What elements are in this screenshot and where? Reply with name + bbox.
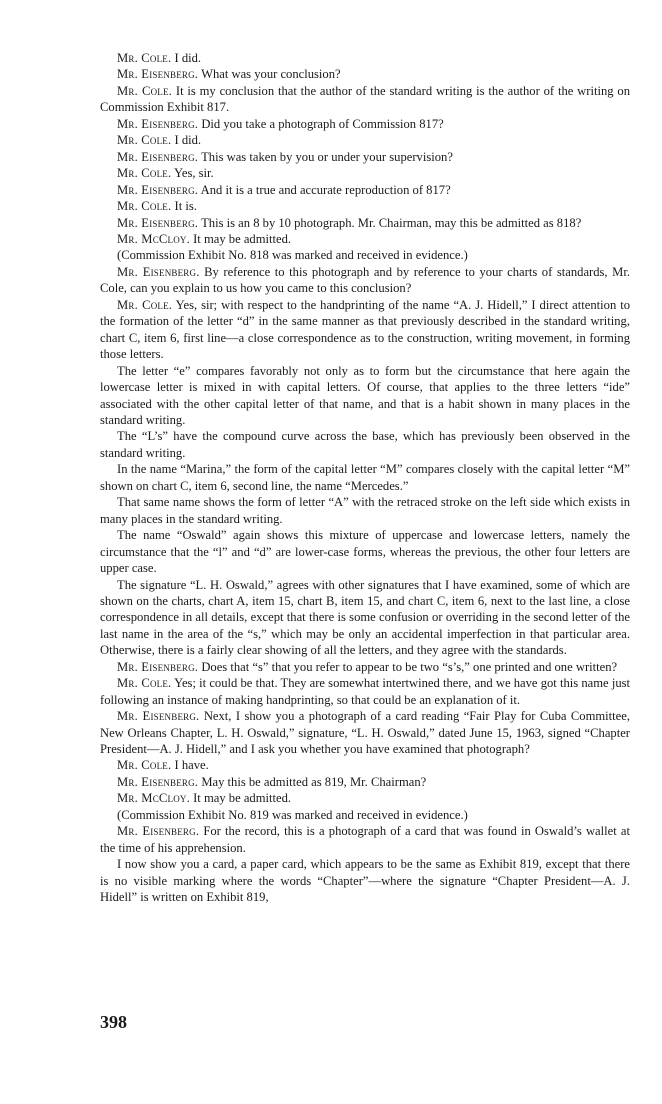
paragraph-text: I did.: [174, 133, 202, 148]
speaker-name: Mr. Eisenberg.: [117, 149, 199, 164]
speaker-name: Mr. Cole.: [117, 133, 172, 148]
paragraph: [100, 66, 630, 82]
paragraph-text: I did.: [174, 51, 202, 65]
page-number: 398: [100, 1012, 127, 1032]
paragraph: [100, 494, 630, 527]
paragraph: [100, 428, 630, 461]
paragraph-text: Next, I show you a photograph of a card reading “Fair Play for Cuba Committee, New Orleans Chapter, L. H. Oswald,” signature, “L. H. Oswald,” dated June 15, 1963, signed “Chapter President—A. J. Hidell,” and I ask you whether you have examined that photograph?: [100, 709, 630, 757]
speaker-name: Mr. Cole.: [117, 297, 173, 312]
speaker-name: Mr. McCloy.: [117, 231, 190, 246]
speaker-name: Mr. Cole.: [117, 758, 172, 773]
paragraph-text: Yes; it could be that. They are somewhat intertwined there, and we have got this name just following an instance of making handprinting, so that could be an explanation of it.: [100, 676, 631, 707]
paragraph-text: In the name “Marina,” the form of the capital letter “M” compares closely with the capital letter “M” shown on chart C, item 6, second line, the name “Mercedes.”: [100, 462, 630, 493]
paragraph-text: I have.: [174, 758, 209, 773]
speaker-name: Mr. Cole.: [117, 51, 172, 65]
speaker-name: Mr. Eisenberg.: [117, 67, 199, 82]
exhibit-note: [100, 247, 630, 263]
paragraph-text: And it is a true and accurate reproduction of 817?: [200, 182, 451, 197]
speaker-name: Mr. Eisenberg.: [117, 264, 200, 279]
paragraph-text: (Commission Exhibit No. 818 was marked and received in evidence.): [117, 248, 468, 263]
paragraph: [100, 165, 630, 181]
speaker-name: Mr. Eisenberg.: [117, 824, 200, 839]
speaker-name: Mr. Cole.: [117, 166, 172, 181]
paragraph-text: What was your conclusion?: [201, 67, 341, 82]
paragraph: [100, 149, 630, 165]
paragraph-text: Yes, sir; with respect to the handprinting of the name “A. J. Hidell,” I direct attention to the formation of the letter “d” in the same manner as that previously described in the standard writing, chart C, item 6, first line—a close correspondence as to the construction, writing movement, in forming those letters.: [100, 297, 630, 362]
speaker-name: Mr. McCloy.: [117, 791, 190, 806]
paragraph-text: The signature “L. H. Oswald,” agrees with other signatures that I have examined, some of which are shown on the charts, chart A, item 15, chart B, item 15, and chart C, item 6, next to the last line, a close correspondence in all details, except that there is some confusion or overriding in the second letter of the last name in the area of the “s,” which may be only an accidental imperfection in that particular area. Otherwise, there is a fairly clear showing of all the letters, and they agree with the standards.: [100, 577, 630, 658]
paragraph-text: It is my conclusion that the author of the standard writing is the author of the writing on Commission Exhibit 817.: [100, 83, 630, 115]
speaker-name: Mr. Eisenberg.: [117, 659, 199, 674]
speaker-name: Mr. Cole.: [117, 199, 172, 214]
paragraph: [100, 757, 630, 773]
transcript-body: [100, 50, 630, 906]
paragraph: [100, 461, 630, 494]
paragraph: [100, 577, 630, 659]
paragraph-text: This was taken by you or under your supervision?: [201, 149, 453, 164]
paragraph-text: Did you take a photograph of Commission 817?: [201, 116, 444, 131]
paragraph-text: Does that “s” that you refer to appear to be two “s’s,” one printed and one written?: [201, 659, 618, 674]
paragraph-text: The name “Oswald” again shows this mixture of uppercase and lowercase letters, namely the circumstance that the “l” and “d” are lower-case forms, whereas the previous, the other four letters are upper case.: [100, 528, 630, 576]
speaker-name: Mr. Cole.: [117, 83, 173, 98]
paragraph: [100, 774, 630, 790]
speaker-name: Mr. Eisenberg.: [117, 709, 200, 724]
paragraph-text: It may be admitted.: [193, 231, 292, 246]
paragraph: [100, 675, 630, 708]
paragraph: [100, 363, 630, 429]
speaker-name: Mr. Eisenberg.: [117, 182, 199, 197]
speaker-name: Mr. Cole.: [117, 676, 172, 691]
paragraph: [100, 659, 630, 675]
paragraph-text: That same name shows the form of letter “A” with the retraced stroke on the left side which exists in many places in the standard writing.: [100, 495, 630, 526]
paragraph: [100, 83, 630, 116]
paragraph: [100, 50, 630, 66]
paragraph: [100, 856, 630, 905]
paragraph-text: The letter “e” compares favorably not only as to form but the circumstance that here again the lowercase letter is mixed in with capital letters. Of course, that applies to the three letters “ide” associated with the other capital letter of that name, and that is a habit shown in many places in the standard writing.: [100, 363, 630, 427]
speaker-name: Mr. Eisenberg.: [117, 215, 199, 230]
paragraph: [100, 790, 630, 806]
paragraph-text: (Commission Exhibit No. 819 was marked and received in evidence.): [117, 807, 468, 822]
paragraph-text: For the record, this is a photograph of a card that was found in Oswald’s wallet at the time of his apprehension.: [100, 824, 630, 855]
paragraph: [100, 132, 630, 148]
paragraph: [100, 823, 630, 856]
paragraph: [100, 116, 630, 132]
paragraph: [100, 182, 630, 198]
paragraph-text: It is.: [174, 199, 197, 214]
paragraph: [100, 231, 630, 247]
paragraph: [100, 215, 630, 231]
paragraph: [100, 708, 630, 757]
paragraph-text: Yes, sir.: [174, 166, 214, 181]
paragraph-text: May this be admitted as 819, Mr. Chairman?: [201, 774, 427, 789]
paragraph-text: I now show you a card, a paper card, which appears to be the same as Exhibit 819, except that there is no visible marking where the words “Chapter”—where the signature “Chapter President—A. J. Hidell” is written on Exhibit 819,: [100, 857, 630, 905]
speaker-name: Mr. Eisenberg.: [117, 774, 199, 789]
exhibit-note: [100, 807, 630, 823]
speaker-name: Mr. Eisenberg.: [117, 116, 199, 131]
paragraph: [100, 198, 630, 214]
paragraph-text: The “L’s” have the compound curve across the base, which has previously been observed in the standard writing.: [100, 429, 630, 460]
paragraph-text: It may be admitted.: [193, 791, 292, 806]
paragraph: [100, 264, 630, 297]
paragraph: [100, 527, 630, 576]
paragraph-text: By reference to this photograph and by reference to your charts of standards, Mr. Cole, can you explain to us how you came to this conclusion?: [100, 264, 630, 296]
paragraph: [100, 297, 630, 363]
paragraph-text: This is an 8 by 10 photograph. Mr. Chairman, may this be admitted as 818?: [201, 215, 582, 230]
